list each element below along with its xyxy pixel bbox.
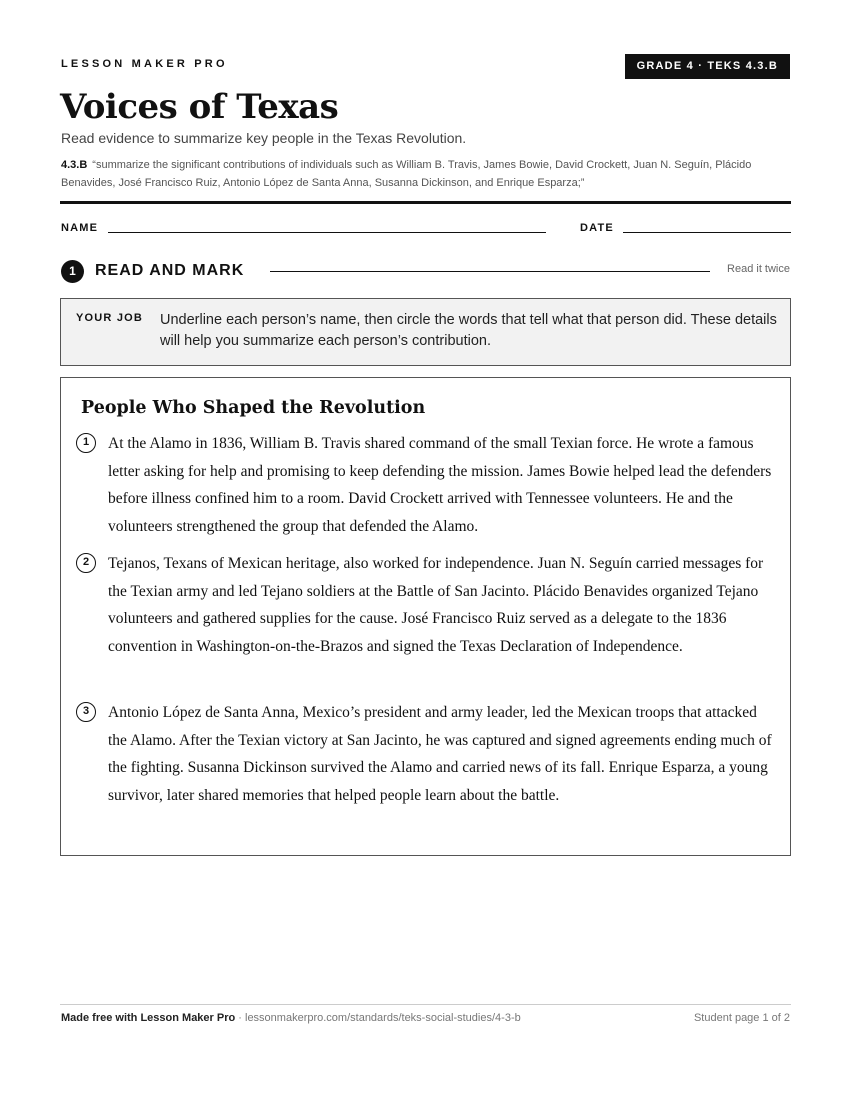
footer-credit xyxy=(61,1012,521,1024)
paragraph-number-2: 2 xyxy=(76,553,96,573)
section-hint: Read it twice xyxy=(727,263,790,275)
section-divider xyxy=(270,271,710,272)
reading-title: People Who Shaped the Revolution xyxy=(81,398,426,418)
your-job-text: Underline each person’s name, then circle the words that tell what that person did. These details will help you summarize each person’s contribution. xyxy=(160,312,777,349)
brand-name: LESSON MAKER PRO xyxy=(61,58,228,70)
name-label: NAME xyxy=(61,222,99,234)
your-job-label: YOUR JOB xyxy=(76,312,144,324)
footer-url[interactable]: · lessonmakerpro.com/standards/teks-social-studies/4-3-b xyxy=(235,1012,521,1024)
standard-code: 4.3.B xyxy=(61,159,88,171)
reading-passage xyxy=(60,377,791,856)
paragraph-2: Tejanos, Texans of Mexican heritage, also worked for independence. Juan N. Seguín carried messages for the Texian army and led Tejano soldiers at the Battle of San Jacinto. Plácido Benavides organized Tejano volunteers and gathered supplies for the cause. José Francisco Ruiz served as a delegate to the 1836 convention in Washington-on-the-Brazos and signed the Texas Declaration of Independence. xyxy=(108,555,764,655)
standard-quote: “summarize the significant contributions of individuals such as William B. Travis, James Bowie, David Crockett, Juan N. Seguín, Plácido Benavides, José Francisco Ruiz, Antonio López de Santa Anna, Susanna Dickinson, and Enrique Esparza;” xyxy=(61,159,752,189)
your-job-box xyxy=(60,298,791,366)
paragraph-3: Antonio López de Santa Anna, Mexico’s president and army leader, led the Mexican troops that attacked the Alamo. After the Texian victory at San Jacinto, he was captured and signed agreements ending much of the fighting. Susanna Dickinson survived the Alamo and carried news of its fall. Enrique Esparza, a young survivor, later shared memories that helped people learn about the battle. xyxy=(108,704,772,804)
standard-text xyxy=(61,156,791,192)
date-field[interactable] xyxy=(623,232,791,233)
footer-made-with: Made free with Lesson Maker Pro xyxy=(61,1012,236,1024)
grade-badge: GRADE 4 · TEKS 4.3.B xyxy=(625,54,790,79)
name-field[interactable] xyxy=(108,232,546,233)
paragraph-number-1: 1 xyxy=(76,433,96,453)
page-subtitle: Read evidence to summarize key people in the Texas Revolution. xyxy=(61,130,467,146)
section-title: READ AND MARK xyxy=(95,262,245,279)
header-divider xyxy=(60,201,791,204)
footer-page-number: Student page 1 of 2 xyxy=(693,1012,790,1024)
page-title: Voices of Texas xyxy=(60,87,339,127)
paragraph-1: At the Alamo in 1836, William B. Travis shared command of the small Texian force. He wrote a famous letter asking for help and promising to keep defending the mission. James Bowie helped lead the defenders before illness confined him to a room. David Crockett arrived with Tennessee volunteers. He and the volunteers strengthened the group that defended the Alamo. xyxy=(108,435,772,535)
section-number-badge: 1 xyxy=(61,260,84,283)
paragraph-number-3: 3 xyxy=(76,702,96,722)
date-label: DATE xyxy=(580,222,614,234)
footer-divider xyxy=(60,1004,791,1005)
